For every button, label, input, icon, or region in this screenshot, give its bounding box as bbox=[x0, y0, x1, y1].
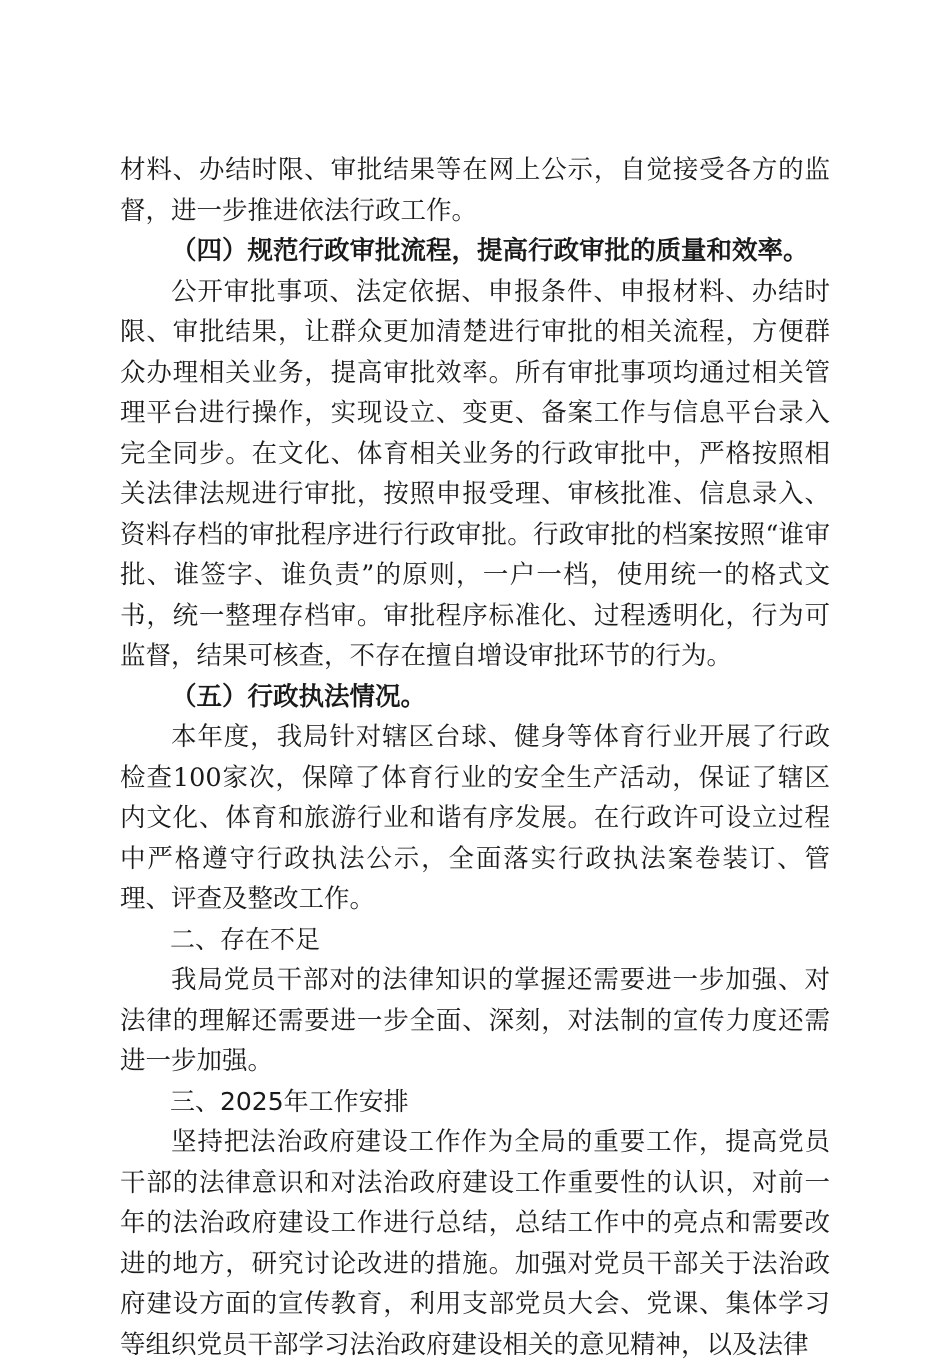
body-paragraph-work-plan: 坚持把法治政府建设工作作为全局的重要工作，提高党员干部的法律意识和对法治政府建设工作重要性的认识，对前一年的法治政府建设工作进行总结，总结工作中的亮点和需要改进的地方，研究讨论改进的措施。加强对党员干部关于法治政府建设方面的宣传教育，利用支部党员大会、党课、集体学习等组织党员干部学习法治政府建设相关的意见精神，以及法律 bbox=[120, 1127, 830, 1360]
section-heading-shortcomings: 二、存在不足 bbox=[170, 924, 321, 954]
document-body bbox=[120, 150, 830, 1365]
body-paragraph-approval-process: 公开审批事项、法定依据、申报条件、申报材料、办结时限、审批结果，让群众更加清楚进行审批的相关流程，方便群众办理相关业务，提高审批效率。所有审批事项均通过相关管理平台进行操作，实现设立、变更、备案工作与信息平台录入完全同步。在文化、体育相关业务的行政审批中，严格按照相关法律法规进行审批，按照申报受理、审核批准、信息录入、资料存档的审批程序进行行政审批。行政审批的档案按照“谁审批、谁签字、谁负责”的原则，一户一档，使用统一的格式文书，统一整理存档审。审批程序标准化、过程透明化，行为可监督，结果可核查，不存在擅自增设审批环节的行为。 bbox=[120, 276, 830, 671]
section-subheading-four: （四）规范行政审批流程，提高行政审批的质量和效率。 bbox=[171, 236, 809, 266]
section-heading-work-plan: 三、2025年工作安排 bbox=[170, 1086, 409, 1116]
body-paragraph-continued: 材料、办结时限、审批结果等在网上公示，自觉接受各方的监督，进一步推进依法行政工作。 bbox=[120, 155, 830, 226]
body-paragraph-shortcomings: 我局党员干部对的法律知识的掌握还需要进一步加强、对法律的理解还需要进一步全面、深刻，对法制的宣传力度还需进一步加强。 bbox=[120, 965, 830, 1076]
section-subheading-five: （五）行政执法情况。 bbox=[171, 681, 427, 712]
body-paragraph-law-enforcement: 本年度，我局针对辖区台球、健身等体育行业开展了行政检查100家次，保障了体育行业的安全生产活动，保证了辖区内文化、体育和旅游行业和谐有序发展。在行政许可设立过程中严格遵守行政执法公示，全面落实行政执法案卷装订、管理、评查及整改工作。 bbox=[120, 722, 830, 914]
